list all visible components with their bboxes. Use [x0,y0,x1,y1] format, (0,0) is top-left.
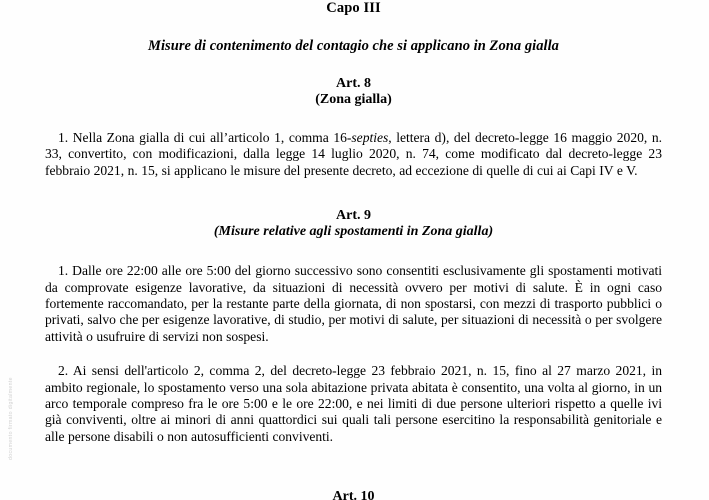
paragraph-art9-1: 1. Dalle ore 22:00 alle ore 5:00 del giorno successivo sono consentiti esclusivamente gli spostamenti motivati da comprovate esigenze lavorative, da situazioni di necessità ovvero per motivi di salute. È in ogni caso fortemente raccomandato, per la restante parte della giornata, di non spostarsi, con mezzi di trasporto pubblici o privati, salvo che per esigenze lavorative, di studio, per motivi di salute, per situazioni di necessità o per svolgere attività o usufruire di servizi non sospesi. [45,263,662,344]
paragraph-art8-1-text-before: 1. Nella Zona gialla di cui all’articolo 1, comma 16- [58,130,352,145]
paragraph-art8-1-text-after: , lettera d), del decreto-legge 16 maggio 2020, n. 33, convertito, con modificazioni, dalla legge 14 luglio 2020, n. 74, come modificato dal decreto-legge 23 febbraio 2021, n. 15, si applicano le misure del presente decreto, ad eccezione di quelle di cui ai Capi IV e V. [45,130,662,178]
document-content [45,0,662,445]
chapter-heading: Capo III [326,0,381,16]
paragraph-art8-1 [45,108,662,179]
article-note-art-8: (Zona gialla) [315,92,392,107]
margin-watermark-text: documento firmato digitalmente [8,377,14,460]
paragraph-art9-2: 2. Ai sensi dell'articolo 2, comma 2, del decreto-legge 23 febbraio 2021, n. 15, fino al 27 marzo 2021, in ambito regionale, lo spostamento verso una sola abitazione privata abitata è consentito, una volta al giorno, in un arco temporale compreso fra le ore 5:00 e le ore 22:00, e nei limiti di due persone ulteriori rispetto a quelle ivi già conviventi, oltre ai minori di anni quattordici sui quali tali persone esercitino la responsabilità genitoriale e alle persone disabili o non autosufficienti conviventi. [45,363,662,444]
article-heading-art-8: Art. 8 [336,76,371,91]
paragraph-art8-1-italic-term: septies [351,130,389,145]
article-heading-art-9: Art. 9 [336,208,371,224]
article-note-art-9: (Misure relative agli spostamenti in Zona gialla) [213,224,494,240]
article-heading-art-10: Art. 10 [332,489,375,500]
article-heading-art-10-clip [45,489,662,500]
chapter-subtitle: Misure di contenimento del contagio che si applicano in Zona gialla [148,38,559,54]
